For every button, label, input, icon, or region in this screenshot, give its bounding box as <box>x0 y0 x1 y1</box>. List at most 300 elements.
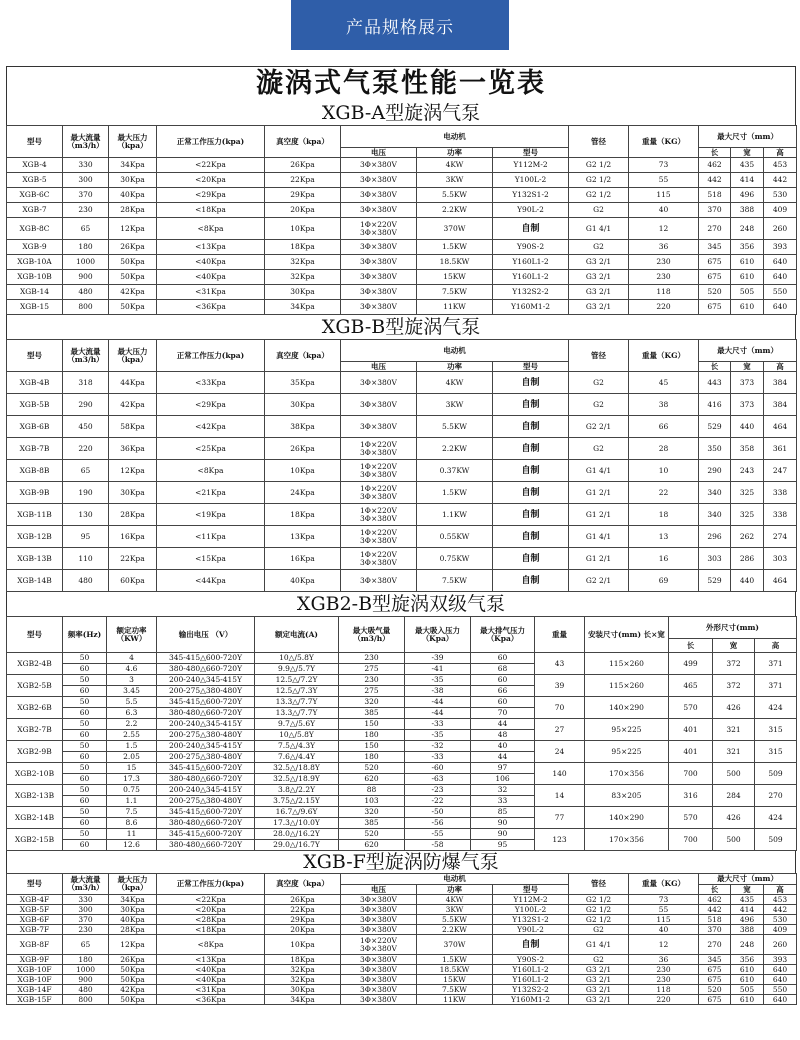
column-header: 最大流量（m3/h） <box>63 874 109 895</box>
column-header: 真空度（kpa） <box>265 126 341 158</box>
mount-size-cell: 95×225 <box>585 719 669 741</box>
weight-cell: 43 <box>535 653 585 675</box>
table-cell: 350 <box>699 438 731 460</box>
table-cell: 8.6 <box>107 818 157 829</box>
table-cell: 0.75KW <box>417 548 493 570</box>
table-cell: 42Kpa <box>109 394 157 416</box>
table-cell: <15Kpa <box>157 548 265 570</box>
model-cell: XGB-7F <box>7 925 63 935</box>
model-cell: XGB-14B <box>7 570 63 592</box>
table-row <box>7 965 797 975</box>
table-cell: 200-240△345-415Y <box>157 785 255 796</box>
section-title: XGB-A型旋涡气泵 <box>6 101 796 125</box>
model-cell: XGB-5B <box>7 394 63 416</box>
table-cell: Y160L1-2 <box>493 255 569 270</box>
table-cell: 50 <box>63 653 107 664</box>
table-cell: 330 <box>63 895 109 905</box>
table-cell: 416 <box>699 394 731 416</box>
table-cell: 442 <box>699 905 731 915</box>
table-cell: 7.5KW <box>417 570 493 592</box>
column-header: 额定电流(A) <box>255 617 339 653</box>
table-cell: 40Kpa <box>265 570 341 592</box>
table-cell: 22Kpa <box>265 173 341 188</box>
table-cell: 358 <box>731 438 764 460</box>
table-cell: 370W <box>417 218 493 240</box>
table-cell: 90 <box>471 829 535 840</box>
table-cell: 1000 <box>63 965 109 975</box>
column-header: 最大吸入压力（Kpa） <box>405 617 471 653</box>
table-cell: 30Kpa <box>109 173 157 188</box>
table-row <box>7 975 797 985</box>
table-cell: 12Kpa <box>109 460 157 482</box>
table-cell: 3Φ×380V <box>341 173 417 188</box>
table-cell: 36 <box>629 240 699 255</box>
table-cell: 675 <box>699 995 731 1005</box>
table-cell: 370 <box>699 203 731 218</box>
table-cell: -38 <box>405 686 471 697</box>
spec-table <box>6 339 797 592</box>
table-cell: 464 <box>764 570 797 592</box>
table-cell: 518 <box>699 188 731 203</box>
table-cell: -33 <box>405 719 471 730</box>
table-cell: 393 <box>764 955 797 965</box>
table-cell: 1Φ×220V 3Φ×380V <box>341 526 417 548</box>
table-cell: 345-415△600-720Y <box>157 807 255 818</box>
table-cell: 520 <box>699 285 731 300</box>
model-cell: XGB2-9B <box>7 741 63 763</box>
table-cell: 34Kpa <box>265 300 341 315</box>
table-cell: <31Kpa <box>157 285 265 300</box>
table-cell: 380-480△660-720Y <box>157 774 255 785</box>
table-cell: 28Kpa <box>109 925 157 935</box>
table-cell: 384 <box>764 372 797 394</box>
table-cell: 97 <box>471 763 535 774</box>
table-row <box>7 785 797 796</box>
table-cell: -39 <box>405 653 471 664</box>
table-cell: 自制 <box>493 438 569 460</box>
table-cell: 7.6△/4.4Y <box>255 752 339 763</box>
model-cell: XGB-4 <box>7 158 63 173</box>
table-cell: 303 <box>764 548 797 570</box>
table-cell: 58Kpa <box>109 416 157 438</box>
table-cell: 10Kpa <box>265 935 341 955</box>
table-cell: 4KW <box>417 895 493 905</box>
table-cell: 30Kpa <box>265 394 341 416</box>
mount-size-cell: 95×225 <box>585 741 669 763</box>
table-cell: 505 <box>731 285 764 300</box>
table-cell: 414 <box>731 905 764 915</box>
table-cell: 20Kpa <box>265 925 341 935</box>
table-cell: G1 4/1 <box>569 935 629 955</box>
table-cell: 243 <box>731 460 764 482</box>
table-cell: 675 <box>699 270 731 285</box>
table-cell: 453 <box>764 895 797 905</box>
table-cell: 530 <box>764 188 797 203</box>
table-cell: 345-415△600-720Y <box>157 653 255 664</box>
table-cell: G2 1/2 <box>569 915 629 925</box>
table-cell: 230 <box>629 270 699 285</box>
table-cell: Y160M1-2 <box>493 995 569 1005</box>
table-cell: 3.45 <box>107 686 157 697</box>
table-cell: 4.6 <box>107 664 157 675</box>
table-cell: 3Φ×380V <box>341 570 417 592</box>
column-header: 管径 <box>569 340 629 372</box>
table-cell: 28Kpa <box>109 203 157 218</box>
table-cell: <29Kpa <box>157 394 265 416</box>
model-cell: XGB-14F <box>7 985 63 995</box>
table-cell: 60 <box>63 708 107 719</box>
table-cell: 610 <box>731 255 764 270</box>
table-cell: 5.5 <box>107 697 157 708</box>
dimension-cell: 316 <box>669 785 713 807</box>
table-cell: 620 <box>339 774 405 785</box>
table-cell: 自制 <box>493 570 569 592</box>
table-row <box>7 482 797 504</box>
table-cell: 40 <box>471 741 535 752</box>
column-header: 最大压力（kpa） <box>109 126 157 158</box>
table-cell: 36Kpa <box>109 438 157 460</box>
spec-sheet <box>6 66 796 1005</box>
table-cell: 12.6 <box>107 840 157 851</box>
table-cell: -41 <box>405 664 471 675</box>
table-cell: 29Kpa <box>265 188 341 203</box>
table-cell: 190 <box>63 482 109 504</box>
table-cell: 388 <box>731 925 764 935</box>
table-cell: 340 <box>699 482 731 504</box>
dimension-cell: 321 <box>713 719 755 741</box>
table-row <box>7 173 797 188</box>
table-cell: 2.05 <box>107 752 157 763</box>
table-cell: 453 <box>764 158 797 173</box>
table-cell: 496 <box>731 915 764 925</box>
table-cell: 50Kpa <box>109 255 157 270</box>
table-cell: <33Kpa <box>157 372 265 394</box>
spec-table <box>6 873 797 1005</box>
dimension-cell: 315 <box>755 719 797 741</box>
table-cell: 2.2KW <box>417 438 493 460</box>
column-header: 真空度（kpa） <box>265 874 341 895</box>
table-cell: 26Kpa <box>265 895 341 905</box>
table-cell: 29.0△/16.7Y <box>255 840 339 851</box>
table-cell: Y132S1-2 <box>493 915 569 925</box>
table-cell: 自制 <box>493 416 569 438</box>
table-cell: 1Φ×220V 3Φ×380V <box>341 548 417 570</box>
table-cell: 30Kpa <box>265 285 341 300</box>
dimension-cell: 499 <box>669 653 713 675</box>
table-cell: 26Kpa <box>265 438 341 460</box>
table-cell: 442 <box>764 173 797 188</box>
table-cell: <40Kpa <box>157 270 265 285</box>
table-cell: 12 <box>629 218 699 240</box>
table-cell: 1Φ×220V 3Φ×380V <box>341 482 417 504</box>
table-row <box>7 158 797 173</box>
table-cell: 28 <box>629 438 699 460</box>
table-cell: 73 <box>629 895 699 905</box>
table-cell: <40Kpa <box>157 965 265 975</box>
table-cell: 4KW <box>417 158 493 173</box>
table-cell: <19Kpa <box>157 504 265 526</box>
table-cell: 3.75△/2.15Y <box>255 796 339 807</box>
table-cell: 60 <box>471 675 535 686</box>
table-cell: 66 <box>471 686 535 697</box>
table-cell: 550 <box>764 985 797 995</box>
table-cell: G3 2/1 <box>569 255 629 270</box>
table-cell: 675 <box>699 975 731 985</box>
table-cell: G1 4/1 <box>569 460 629 482</box>
table-cell: 640 <box>764 995 797 1005</box>
table-cell: G2 1/2 <box>569 173 629 188</box>
table-cell: 30Kpa <box>265 985 341 995</box>
mount-size-cell: 83×205 <box>585 785 669 807</box>
table-cell: G3 2/1 <box>569 270 629 285</box>
table-cell: <40Kpa <box>157 975 265 985</box>
table-row <box>7 240 797 255</box>
mount-size-cell: 170×356 <box>585 763 669 785</box>
table-cell: Y112M-2 <box>493 895 569 905</box>
mount-size-cell: 115×260 <box>585 675 669 697</box>
column-header: 型号 <box>7 340 63 372</box>
column-subheader: 功率 <box>417 362 493 372</box>
table-cell: G2 2/1 <box>569 570 629 592</box>
table-cell: 42Kpa <box>109 985 157 995</box>
column-subheader: 宽 <box>713 639 755 653</box>
table-cell: 640 <box>764 255 797 270</box>
table-cell: 11 <box>107 829 157 840</box>
table-cell: 60 <box>63 752 107 763</box>
table-cell: <20Kpa <box>157 905 265 915</box>
table-cell: 2.55 <box>107 730 157 741</box>
table-cell: 34Kpa <box>109 895 157 905</box>
table-cell: 290 <box>699 460 731 482</box>
table-cell: 373 <box>731 372 764 394</box>
table-cell: 1.1 <box>107 796 157 807</box>
table-cell: 16Kpa <box>265 548 341 570</box>
table-cell: 15KW <box>417 270 493 285</box>
table-cell: 370 <box>63 188 109 203</box>
table-cell: 29Kpa <box>265 915 341 925</box>
table-cell: 13.3△/7.7Y <box>255 697 339 708</box>
table-row <box>7 394 797 416</box>
table-cell: G2 1/2 <box>569 188 629 203</box>
table-cell: 200-275△380-480Y <box>157 796 255 807</box>
table-cell: G1 2/1 <box>569 504 629 526</box>
table-cell: 640 <box>764 975 797 985</box>
column-subheader: 高 <box>764 362 797 372</box>
table-cell: 40Kpa <box>109 188 157 203</box>
table-cell: 60 <box>63 686 107 697</box>
table-cell: 118 <box>629 285 699 300</box>
table-cell: 16 <box>629 548 699 570</box>
table-cell: <31Kpa <box>157 985 265 995</box>
table-cell: 90 <box>471 818 535 829</box>
model-cell: XGB-4B <box>7 372 63 394</box>
model-cell: XGB2-15B <box>7 829 63 851</box>
table-cell: 自制 <box>493 526 569 548</box>
table-cell: 3Φ×380V <box>341 158 417 173</box>
table-row <box>7 270 797 285</box>
column-subheader: 高 <box>764 148 797 158</box>
table-cell: G2 <box>569 438 629 460</box>
model-cell: XGB-5F <box>7 905 63 915</box>
table-cell: 150 <box>339 719 405 730</box>
table-cell: 150 <box>339 741 405 752</box>
table-row <box>7 935 797 955</box>
table-cell: 12 <box>629 935 699 955</box>
table-cell: -35 <box>405 675 471 686</box>
section-title: XGB-B型旋涡气泵 <box>6 315 796 339</box>
table-cell: <25Kpa <box>157 438 265 460</box>
table-cell: 520 <box>699 985 731 995</box>
table-cell: 640 <box>764 270 797 285</box>
table-cell: 1Φ×220V 3Φ×380V <box>341 218 417 240</box>
table-cell: 60 <box>63 664 107 675</box>
table-cell: 40 <box>629 203 699 218</box>
table-cell: 1.5 <box>107 741 157 752</box>
table-cell: 270 <box>699 935 731 955</box>
table-cell: 529 <box>699 570 731 592</box>
table-cell: 3Φ×380V <box>341 895 417 905</box>
table-cell: Y90S-2 <box>493 955 569 965</box>
table-cell: 2.2 <box>107 719 157 730</box>
table-cell: Y90S-2 <box>493 240 569 255</box>
table-cell: -55 <box>405 829 471 840</box>
dimension-cell: 284 <box>713 785 755 807</box>
column-subheader: 功率 <box>417 148 493 158</box>
column-header: 额定功率（KW） <box>107 617 157 653</box>
table-cell: 345-415△600-720Y <box>157 697 255 708</box>
table-cell: 274 <box>764 526 797 548</box>
table-cell: 2.2KW <box>417 203 493 218</box>
table-row <box>7 504 797 526</box>
table-cell: 529 <box>699 416 731 438</box>
table-cell: 50 <box>63 719 107 730</box>
table-cell: 10 <box>629 460 699 482</box>
table-cell: 95 <box>471 840 535 851</box>
table-cell: 900 <box>63 270 109 285</box>
column-header: 最大压力（kpa） <box>109 340 157 372</box>
model-cell: XGB-8F <box>7 935 63 955</box>
table-row <box>7 438 797 460</box>
table-cell: 7.5KW <box>417 985 493 995</box>
table-cell: 70 <box>471 708 535 719</box>
table-cell: 275 <box>339 664 405 675</box>
mount-size-cell: 140×290 <box>585 697 669 719</box>
model-cell: XGB2-10B <box>7 763 63 785</box>
table-cell: 3Φ×380V <box>341 203 417 218</box>
table-row <box>7 255 797 270</box>
table-cell: 3KW <box>417 905 493 915</box>
model-cell: XGB2-13B <box>7 785 63 807</box>
table-cell: 338 <box>764 482 797 504</box>
table-cell: 384 <box>764 394 797 416</box>
table-row <box>7 460 797 482</box>
dimension-cell: 700 <box>669 829 713 851</box>
column-subheader: 长 <box>699 362 731 372</box>
table-cell: 260 <box>764 218 797 240</box>
model-cell: XGB-15 <box>7 300 63 315</box>
model-cell: XGB-9B <box>7 482 63 504</box>
model-cell: XGB-14 <box>7 285 63 300</box>
table-cell: 18.5KW <box>417 965 493 975</box>
table-cell: 35Kpa <box>265 372 341 394</box>
model-cell: XGB-5 <box>7 173 63 188</box>
model-cell: XGB-7 <box>7 203 63 218</box>
table-cell: 9.7△/5.6Y <box>255 719 339 730</box>
table-cell: 7.5KW <box>417 285 493 300</box>
table-cell: <13Kpa <box>157 955 265 965</box>
column-subheader: 高 <box>755 639 797 653</box>
table-cell: Y132S1-2 <box>493 188 569 203</box>
table-cell: 303 <box>699 548 731 570</box>
column-header: 频率(Hz) <box>63 617 107 653</box>
section-tab <box>291 0 509 50</box>
table-cell: 3Φ×380V <box>341 188 417 203</box>
table-cell: 480 <box>63 985 109 995</box>
table-cell: 11KW <box>417 995 493 1005</box>
table-cell: 16.7△/9.6Y <box>255 807 339 818</box>
table-cell: 45 <box>629 372 699 394</box>
column-header: 最大流量（m3/h） <box>63 126 109 158</box>
table-row <box>7 526 797 548</box>
table-cell: -44 <box>405 697 471 708</box>
table-cell: 自制 <box>493 935 569 955</box>
table-cell: 36 <box>629 955 699 965</box>
table-cell: 50Kpa <box>109 965 157 975</box>
weight-cell: 123 <box>535 829 585 851</box>
table-cell: -63 <box>405 774 471 785</box>
table-cell: 24Kpa <box>265 482 341 504</box>
table-cell: 0.75 <box>107 785 157 796</box>
model-cell: XGB-9F <box>7 955 63 965</box>
table-cell: 610 <box>731 995 764 1005</box>
model-cell: XGB-10B <box>7 270 63 285</box>
dimension-cell: 372 <box>713 653 755 675</box>
dimension-cell: 500 <box>713 829 755 851</box>
table-cell: 200-240△345-415Y <box>157 675 255 686</box>
table-cell: 30Kpa <box>109 905 157 915</box>
table-cell: 50 <box>63 675 107 686</box>
table-row <box>7 955 797 965</box>
dimension-cell: 424 <box>755 807 797 829</box>
table-cell: G2 1/2 <box>569 158 629 173</box>
table-cell: 50Kpa <box>109 300 157 315</box>
table-cell: Y90L-2 <box>493 925 569 935</box>
table-row <box>7 829 797 840</box>
table-cell: 106 <box>471 774 535 785</box>
table-cell: 3Φ×380V <box>341 416 417 438</box>
weight-cell: 70 <box>535 697 585 719</box>
column-header: 型号 <box>7 126 63 158</box>
table-row <box>7 675 797 686</box>
table-cell: Y160L1-2 <box>493 965 569 975</box>
dimension-cell: 371 <box>755 675 797 697</box>
table-row <box>7 285 797 300</box>
table-cell: 300 <box>63 173 109 188</box>
table-cell: 409 <box>764 925 797 935</box>
table-cell: 356 <box>731 240 764 255</box>
table-cell: 518 <box>699 915 731 925</box>
dimension-cell: 270 <box>755 785 797 807</box>
column-header: 最大流量（m3/h） <box>63 340 109 372</box>
column-header: 正常工作压力(kpa) <box>157 874 265 895</box>
weight-cell: 27 <box>535 719 585 741</box>
table-cell: 550 <box>764 285 797 300</box>
column-header: 安装尺寸(mm) 长×宽 <box>585 617 669 653</box>
table-cell: 370 <box>63 915 109 925</box>
table-cell: 443 <box>699 372 731 394</box>
table-cell: 230 <box>339 675 405 686</box>
table-cell: 464 <box>764 416 797 438</box>
